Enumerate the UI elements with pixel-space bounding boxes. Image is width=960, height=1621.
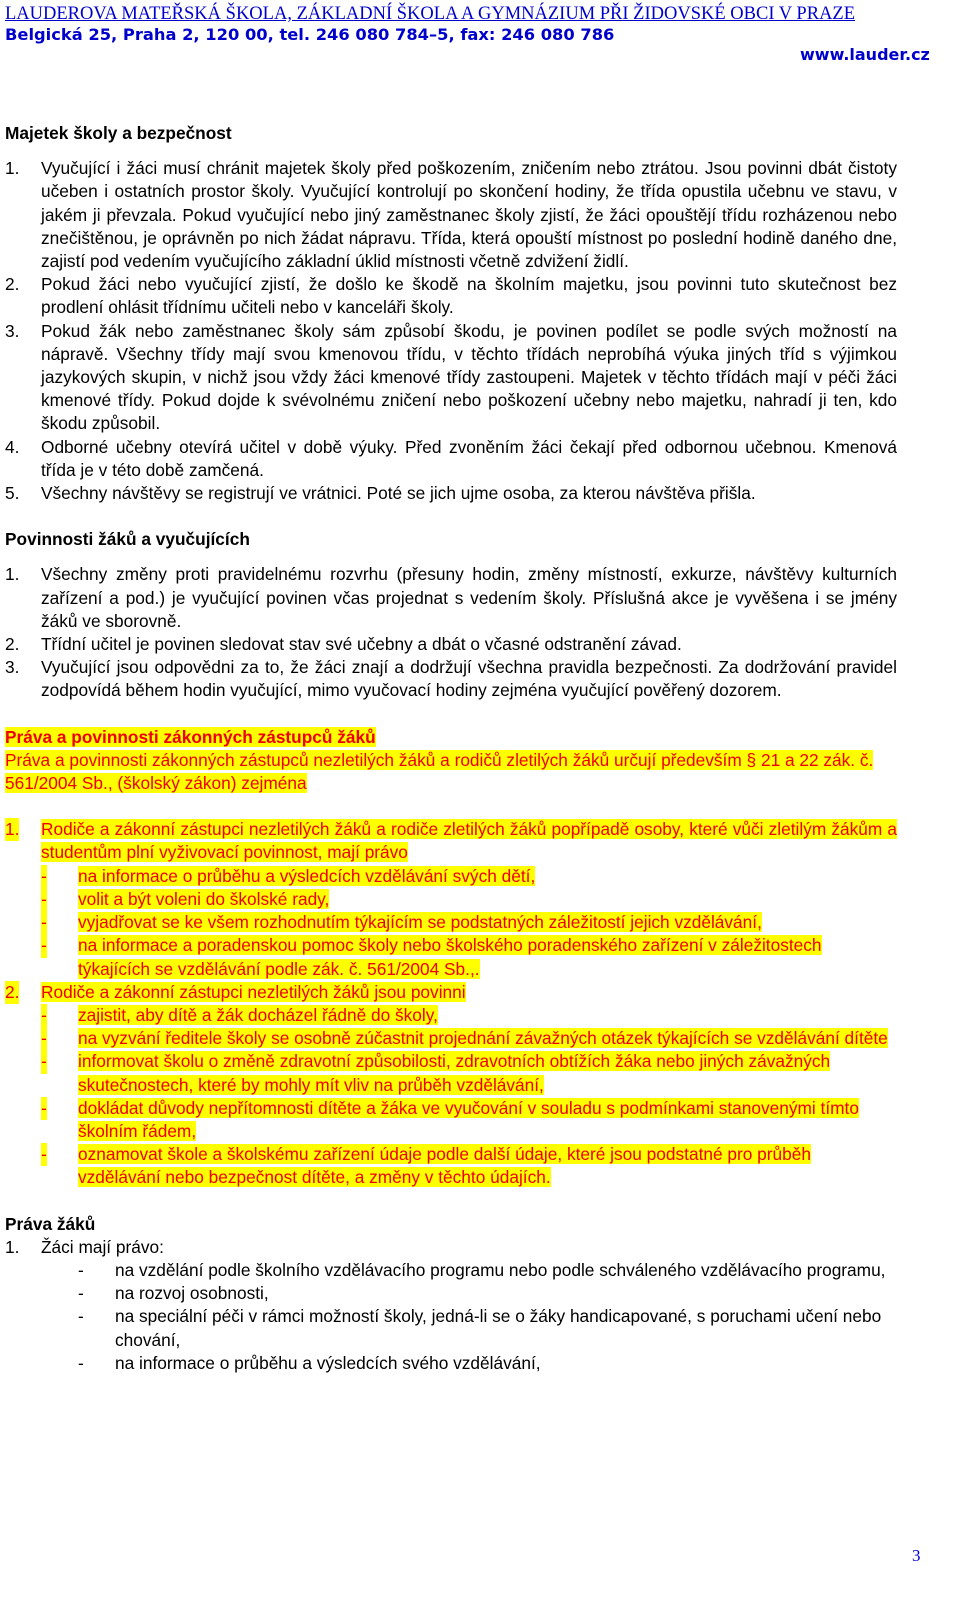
list-item: 4. Odborné učebny otevírá učitel v době výuky. Před zvoněním žáci čekají před odbornou učebnou. Kmenová třída je v této době zamčená.: [5, 436, 897, 480]
bullet-item: - na informace o průběhu a výsledcích svého vzdělávání,: [78, 1352, 541, 1373]
school-address: Belgická 25, Praha 2, 120 00, tel. 246 080 784–5, fax: 246 080 786: [5, 25, 615, 44]
section-title-property-safety: Majetek školy a bezpečnost: [5, 123, 232, 143]
list-item: 1. Žáci mají právo:: [5, 1236, 164, 1257]
list-item: 2. Třídní učitel je povinen sledovat stav své učebny a dbát o včasné odstranění závad.: [5, 634, 682, 655]
bullet-item: - na informace o průběhu a výsledcích vzdělávání svých dětí,: [5, 865, 897, 888]
bullet-item: - dokládat důvody nepřítomnosti dítěte a žáka ve vyučování v souladu s podmínkami stanovenými tímto školním řádem,: [41, 1097, 859, 1141]
section-title-duties: Povinnosti žáků a vyučujících: [5, 529, 250, 550]
document-body: [5, 122, 897, 1375]
list-item: 3. Vyučující jsou odpovědni za to, že žáci znají a dodržují všechna pravidla bezpečnosti. Za dodržování pravidel zodpovídá během hodin vyučující, mimo vyučovací hodiny zejména vyučující pověřený dozorem.: [5, 657, 897, 701]
list-item: 2. Rodiče a zákonní zástupci nezletilých žáků jsou povinni: [5, 981, 897, 1004]
bullet-item: - na vzdělání podle školního vzdělávacího programu nebo podle schváleného vzdělávacího programu,: [78, 1259, 886, 1280]
page-number: 3: [912, 1546, 921, 1565]
school-name[interactable]: LAUDEROVA MATEŘSKÁ ŠKOLA, ZÁKLADNÍ ŠKOLA A GYMNÁZIUM PŘI ŽIDOVSKÉ OBCI V PRAZE: [5, 4, 856, 24]
list-item: 3. Pokud žák nebo zaměstnanec školy sám způsobí škodu, je povinen podílet se podle svých možností na nápravě. Všechny třídy mají svou kmenovou třídu, v těchto třídách neprobíhá výuka jiných tříd s výjimkou jazykových skupin, v nichž jsou vždy žáci kmenové třídy zastoupeni. Majetek v těchto třídách mají v péči žáci kmenové třídy. Pokud dojde k svévolnému zničení nebo poškození učebny nebo majetku, nahradí ji ten, kdo škodu způsobil.: [5, 320, 897, 434]
list-item: 1. Rodiče a zákonní zástupci nezletilých žáků a rodiče zletilých žáků popřípadě osoby, které vůči zletilým žákům a studentům plní vyživovací povinnost, mají právo: [5, 819, 897, 863]
list-item: 1. Všechny změny proti pravidelnému rozvrhu (přesuny hodin, změny místností, exkurze, návštěvy kulturních zařízení a pod.) je vyučující povinen včas projednat s vedením školy. Příslušná akce je vyvěšena i se jmény žáků ve sborovně.: [5, 564, 897, 631]
list-item: 5. Všechny návštěvy se registrují ve vrátnici. Poté se jich ujme osoba, za kterou návštěva přišla.: [5, 483, 756, 504]
bullet-item: - na vyzvání ředitele školy se osobně zúčastnit projednání závažných otázek týkajících se vzdělávání dítěte: [5, 1027, 897, 1050]
list-item: 2. Pokud žáci nebo vyučující zjistí, že došlo ke škodě na školním majetku, jsou povinni tuto skutečnost bez prodlení ohlásit třídnímu učiteli nebo v kanceláři školy.: [5, 274, 897, 318]
list-item: 1. Vyučující i žáci musí chránit majetek školy před poškozením, zničením nebo ztrátou. Jsou povinni dbát čistoty učeben i ostatních prostor školy. Vyučující kontrolují po skončení hodiny, že třída opustila učebnu ve stavu, v jakém ji převzala. Pokud vyučující nebo jiný zaměstnanec školy zjistí, že žáci opouštějí třídu rozházenou nebo znečištěnou, je oprávněn po nich žádat nápravu. Třída, která opouští místnost po poslední hodině daného dne, zajistí pod vedením vyučujícího základní úklid místnosti včetně zdvižení židlí.: [5, 158, 897, 272]
school-website-link[interactable]: www.lauder.cz: [800, 45, 930, 64]
bullet-item: - volit a být voleni do školské rady,: [5, 888, 897, 911]
section-title-student-rights: Práva žáků: [5, 1213, 96, 1234]
bullet-item: - na informace a poradenskou pomoc školy nebo školského poradenského zařízení v záležitostech týkajících se vzdělávání podle zák. č. 561/2004 Sb.,.: [41, 935, 822, 979]
bullet-item: - informovat školu o změně zdravotní způsobilosti, zdravotních obtížích žáka nebo jiných závažných skutečnostech, které by mohly mít vliv na průběh vzdělávání,: [41, 1051, 831, 1095]
bullet-item: - vyjadřovat se ke všem rozhodnutím týkajícím se podstatných záležitostí jejich vzdělávání,: [5, 911, 897, 934]
guardians-intro: Práva a povinnosti zákonných zástupců nezletilých žáků a rodičů zletilých žáků určují především § 21 a 22 zák. č. 561/2004 Sb., (školský zákon) zejména: [5, 749, 874, 794]
bullet-item: - na rozvoj osobnosti,: [78, 1283, 269, 1304]
bullet-item: - zajistit, aby dítě a žák docházel řádně do školy,: [5, 1004, 897, 1027]
bullet-item: - na speciální péči v rámci možností školy, jedná-li se o žáky handicapované, s poruchami učení nebo chování,: [78, 1306, 882, 1350]
bullet-item: - oznamovat škole a školskému zařízení údaje podle další údaje, které jsou podstatné pro průběh vzdělávání nebo bezpečnost dítěte, a změny v těchto údajích.: [41, 1144, 811, 1188]
section-title-guardians: Práva a povinnosti zákonných zástupců žáků: [5, 726, 376, 747]
